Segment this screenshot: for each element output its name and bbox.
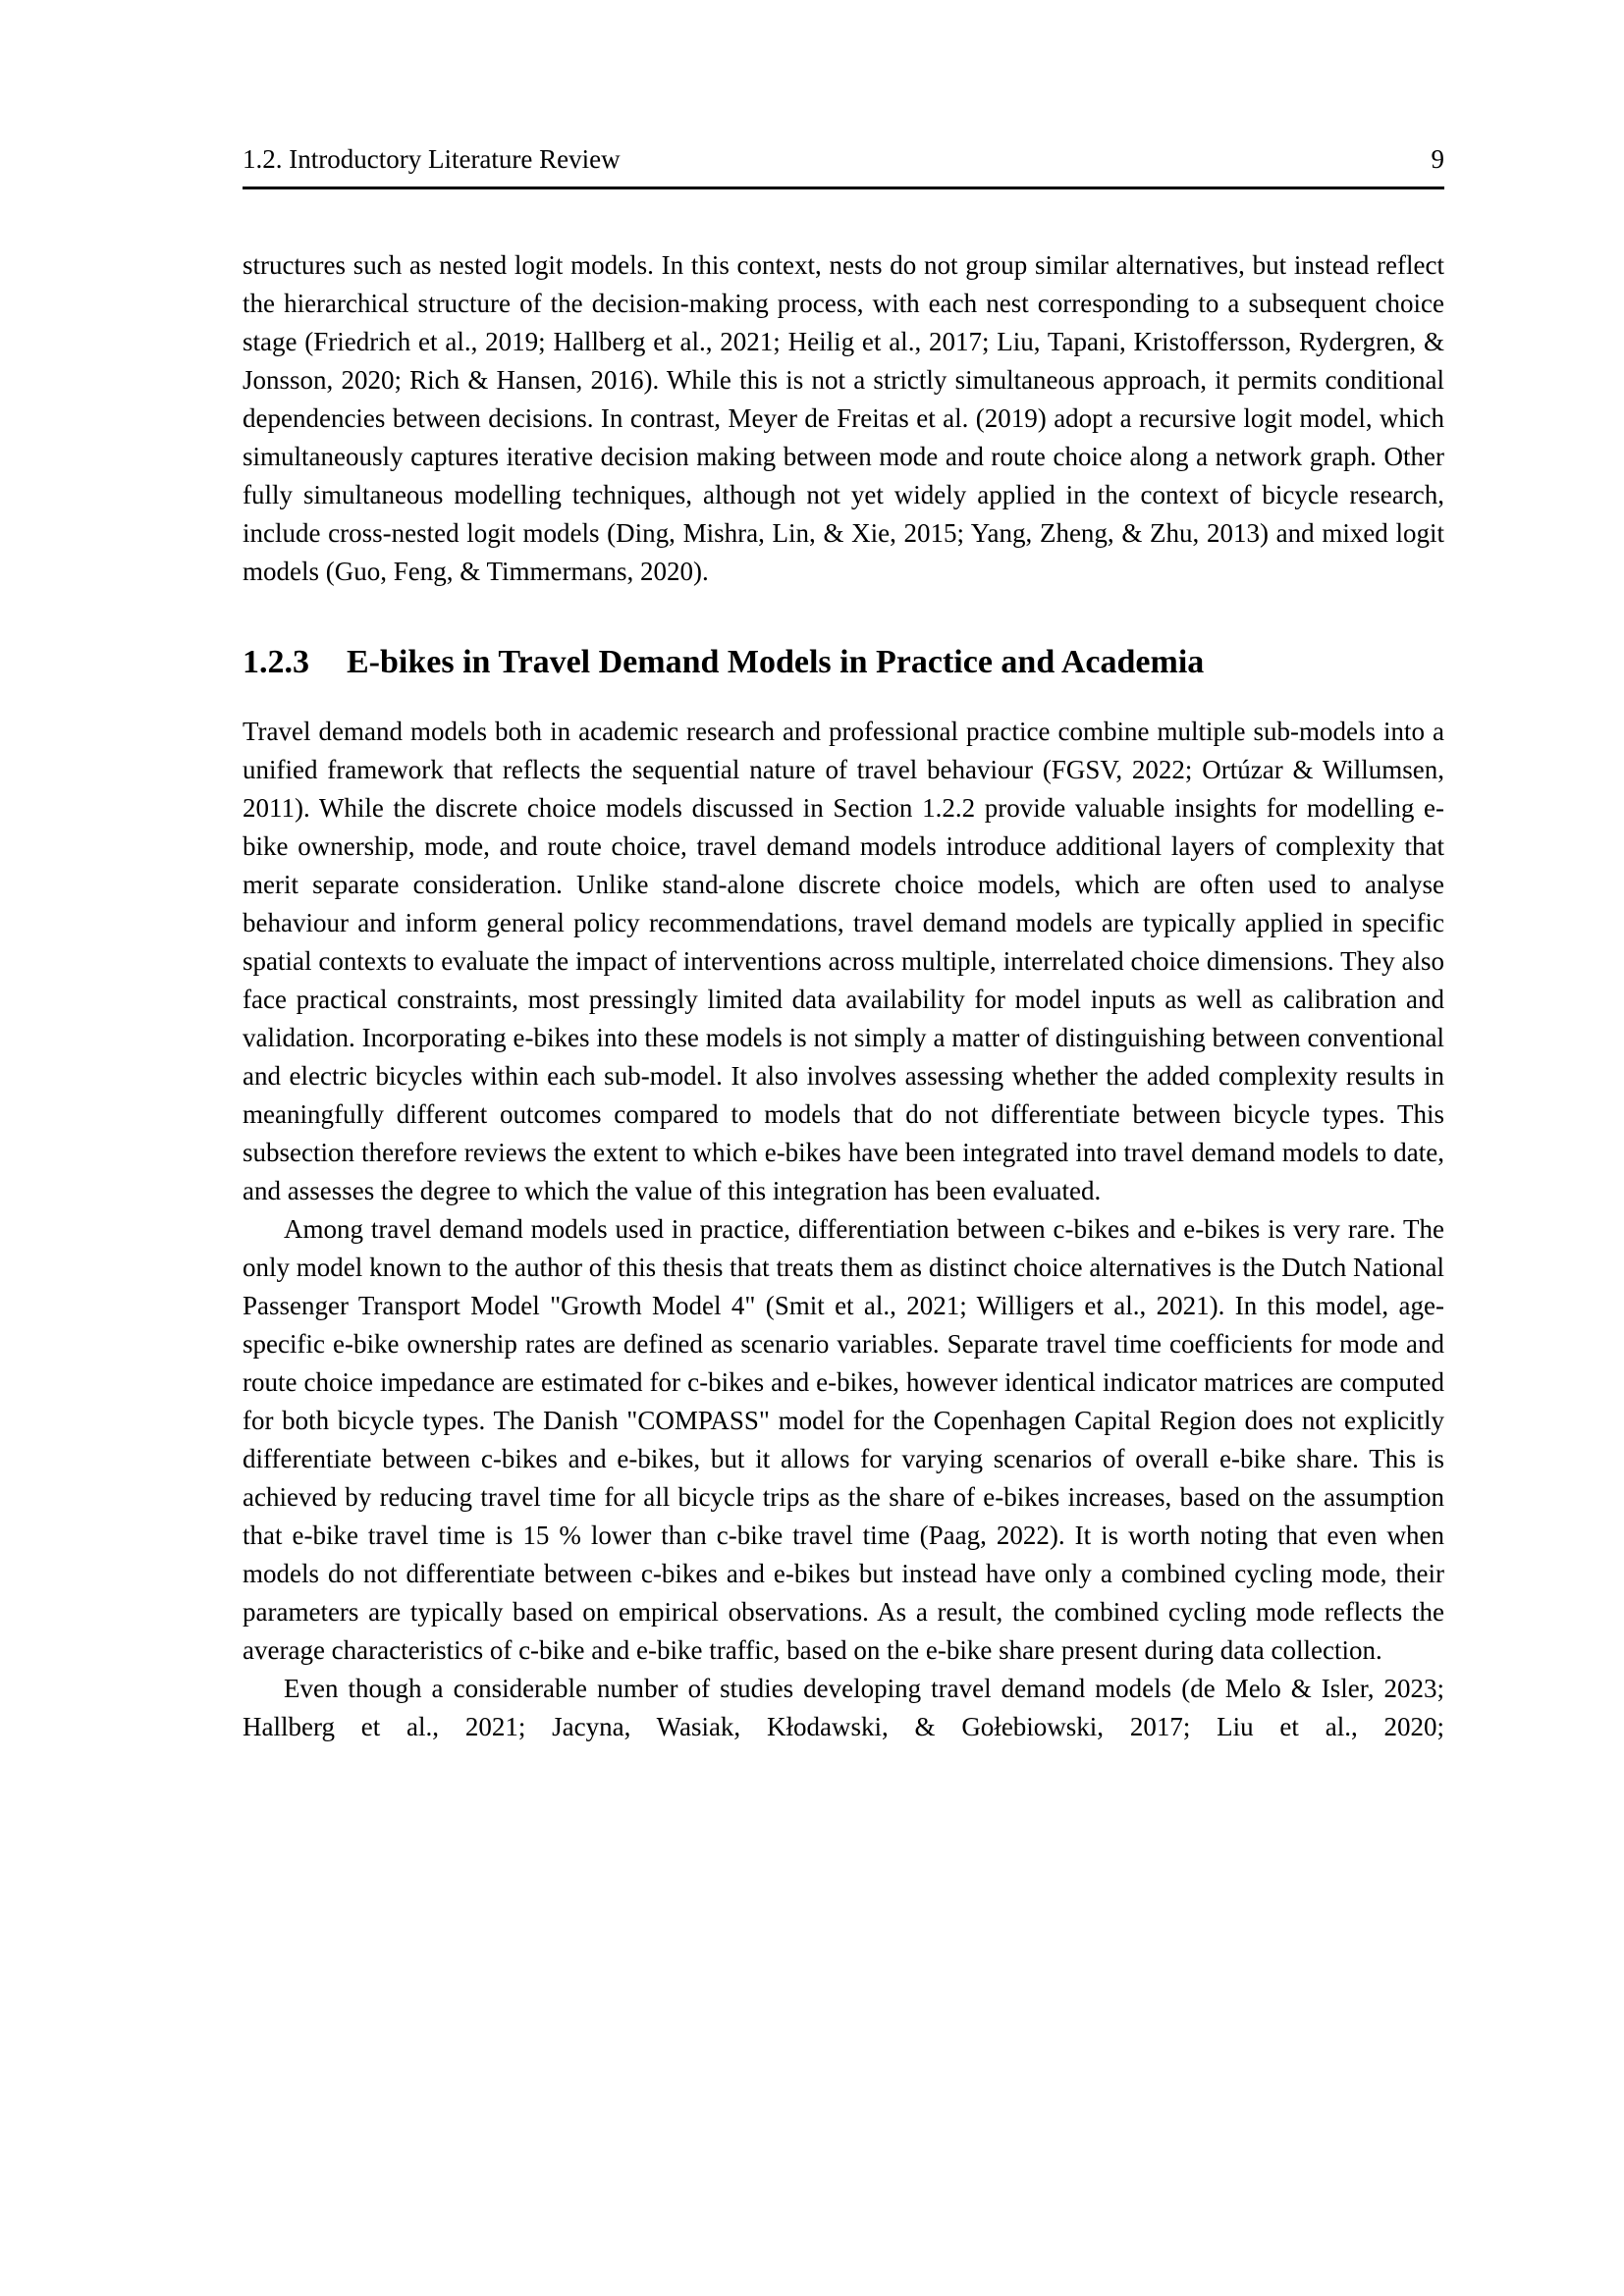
text-block: [243, 143, 1444, 1746]
body-copy: [243, 246, 1444, 1746]
section-heading-title: E-bikes in Travel Demand Models in Practice and Academia: [347, 644, 1205, 680]
section-heading-number: 1.2.3: [243, 644, 309, 680]
header-page-number: 9: [1431, 144, 1444, 174]
paragraph-nested-logit: structures such as nested logit models. In this context, nests do not group similar alternatives, but instead reflect the hierarchical structure of the decision-making process, with each nest corresponding to a subsequent choice stage (Friedrich et al., 2019; Hallberg et al., 2021; Heilig et al., 2017; Liu, Tapani, Kristoffersson, Rydergren, & Jonsson, 2020; Rich & Hansen, 2016). While this is not a strictly simultaneous approach, it permits conditional dependencies between decisions. In contrast, Meyer de Freitas et al. (2019) adopt a recursive logit model, which simultaneously captures iterative decision making between mode and route choice along a network graph. Other fully simultaneous modelling techniques, although not yet widely applied in the context of bicycle research, include cross-nested logit models (Ding, Mishra, Lin, & Xie, 2015; Yang, Zheng, & Zhu, 2013) and mixed logit models (Guo, Feng, & Timmermans, 2020).: [243, 250, 1444, 586]
paragraph-travel-demand-intro: Travel demand models both in academic research and professional practice combine multiple sub-models into a unified framework that reflects the sequential nature of travel behaviour (FGSV, 2022; Ortúzar & Willumsen, 2011). While the discrete choice models discussed in Section 1.2.2 provide valuable insights for modelling e-bike ownership, mode, and route choice, travel demand models introduce additional layers of complexity that merit separate consideration. Unlike stand-alone discrete choice models, which are often used to analyse behaviour and inform general policy recommendations, travel demand models are typically applied in specific spatial contexts to evaluate the impact of interventions across multiple, interrelated choice dimensions. They also face practical constraints, most pressingly limited data availability for model inputs as well as calibration and validation. Incorporating e-bikes into these models is not simply a matter of distinguishing between conventional and electric bicycles within each sub-model. It also involves assessing whether the added complexity results in meaningfully different outcomes compared to models that do not differentiate between bicycle types. This subsection therefore reviews the extent to which e-bikes have been integrated into travel demand models to date, and assesses the degree to which the value of this integration has been evaluated.: [243, 717, 1444, 1205]
header-section-title: 1.2. Introductory Literature Review: [243, 144, 621, 174]
running-header: [243, 143, 1444, 189]
paragraph-studies-continued: Even though a considerable number of studies developing travel demand models (de Melo & Isler, 2023; Hallberg et al., 2021; Jacyna, Wasiak, Kłodawski, & Gołebiowski, 2017; Liu et al., 2020;: [243, 1674, 1444, 1741]
paragraph-models-in-practice: Among travel demand models used in practice, differentiation between c-bikes and e-bikes is very rare. The only model known to the author of this thesis that treats them as distinct choice alternatives is the Dutch National Passenger Transport Model "Growth Model 4" (Smit et al., 2021; Willigers et al., 2021). In this model, age-specific e-bike ownership rates are defined as scenario variables. Separate travel time coefficients for mode and route choice impedance are estimated for c-bikes and e-bikes, however identical indicator matrices are computed for both bicycle types. The Danish "COMPASS" model for the Copenhagen Capital Region does not explicitly differentiate between c-bikes and e-bikes, but it allows for varying scenarios of overall e-bike share. This is achieved by reducing travel time for all bicycle trips as the share of e-bikes increases, based on the assumption that e-bike travel time is 15 % lower than c-bike travel time (Paag, 2022). It is worth noting that even when models do not differentiate between c-bikes and e-bikes but instead have only a combined cycling mode, their parameters are typically based on empirical observations. As a result, the combined cycling mode reflects the average characteristics of c-bike and e-bike traffic, based on the e-bike share present during data collection.: [243, 1214, 1444, 1665]
section-heading: [243, 642, 1444, 683]
